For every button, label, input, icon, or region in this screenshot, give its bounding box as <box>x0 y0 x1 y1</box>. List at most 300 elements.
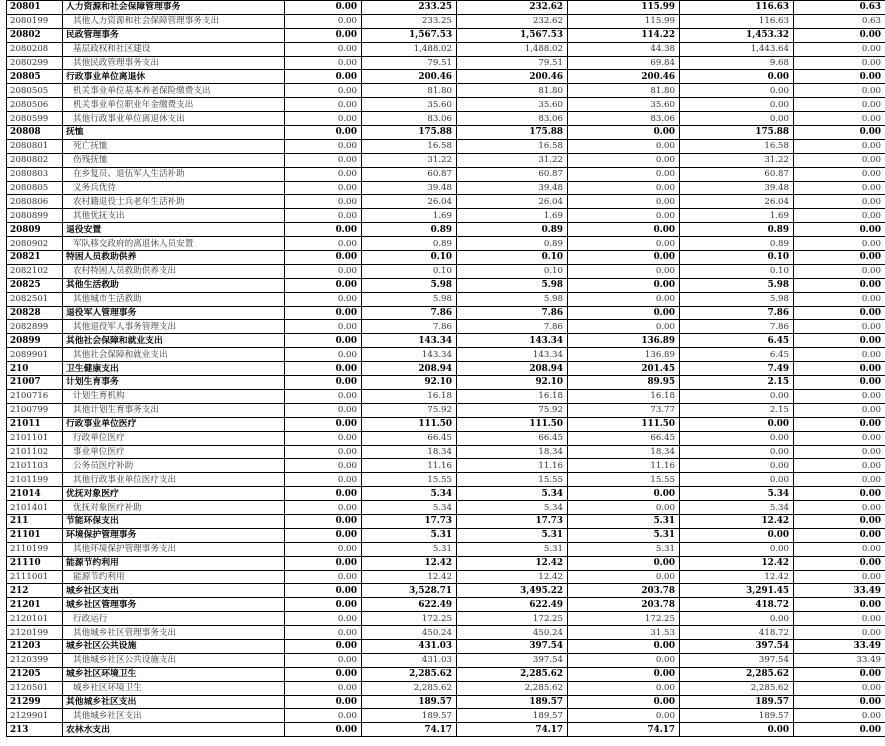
code-cell: 21014 <box>7 487 63 501</box>
code-cell: 20808 <box>7 126 63 140</box>
project-expenditure-cell: 1,443.64 <box>680 42 794 56</box>
total-cell: 31.22 <box>362 153 457 167</box>
total-cell: 5.31 <box>362 528 457 542</box>
category-row <box>7 528 885 542</box>
carryover-cell: 0.00 <box>285 98 362 112</box>
subtotal-cell: 1,488.02 <box>457 42 568 56</box>
total-cell: 3,528.71 <box>362 584 457 598</box>
project-expenditure-cell: 0.00 <box>680 431 794 445</box>
subtotal-cell: 83.06 <box>457 112 568 126</box>
basic-expenditure-cell: 203.78 <box>568 598 680 612</box>
other-cell: 0.00 <box>794 112 885 126</box>
other-cell: 0.00 <box>794 389 885 403</box>
item-name-cell: 城乡社区支出 <box>63 584 285 598</box>
item-name-cell: 其他城乡社区管理事务支出 <box>63 626 285 640</box>
detail-row <box>7 153 885 167</box>
total-cell: 12.42 <box>362 556 457 570</box>
project-expenditure-cell: 5.34 <box>680 501 794 515</box>
project-expenditure-cell: 397.54 <box>680 653 794 667</box>
detail-row <box>7 112 885 126</box>
basic-expenditure-cell: 0.00 <box>568 167 680 181</box>
subtotal-cell: 189.57 <box>457 695 568 709</box>
detail-row <box>7 445 885 459</box>
other-cell: 33.49 <box>794 584 885 598</box>
subtotal-cell: 622.49 <box>457 598 568 612</box>
total-cell: 12.42 <box>362 570 457 584</box>
subtotal-cell: 31.22 <box>457 153 568 167</box>
code-cell: 2110199 <box>7 542 63 556</box>
subtotal-cell: 5.34 <box>457 487 568 501</box>
item-name-cell: 其他城乡社区支出 <box>63 695 285 709</box>
total-cell: 5.98 <box>362 292 457 306</box>
basic-expenditure-cell: 0.00 <box>568 709 680 723</box>
total-cell: 450.24 <box>362 626 457 640</box>
subtotal-cell: 3,495.22 <box>457 584 568 598</box>
basic-expenditure-cell: 5.31 <box>568 528 680 542</box>
code-cell: 2080199 <box>7 14 63 28</box>
project-expenditure-cell: 189.57 <box>680 695 794 709</box>
code-cell: 21203 <box>7 639 63 653</box>
item-name-cell: 其他退役军人事务管理支出 <box>63 320 285 334</box>
other-cell: 0.00 <box>794 348 885 362</box>
basic-expenditure-cell: 66.45 <box>568 431 680 445</box>
total-cell: 79.51 <box>362 56 457 70</box>
subtotal-cell: 0.10 <box>457 251 568 265</box>
category-row <box>7 362 885 376</box>
detail-row <box>7 98 885 112</box>
other-cell: 0.00 <box>794 237 885 251</box>
subtotal-cell: 232.62 <box>457 1 568 15</box>
subtotal-cell: 5.31 <box>457 528 568 542</box>
other-cell: 0.00 <box>794 487 885 501</box>
category-row <box>7 278 885 292</box>
project-expenditure-cell: 2.15 <box>680 376 794 390</box>
total-cell: 189.57 <box>362 709 457 723</box>
project-expenditure-cell: 12.42 <box>680 570 794 584</box>
total-cell: 200.46 <box>362 70 457 84</box>
other-cell: 0.00 <box>794 264 885 278</box>
code-cell: 20825 <box>7 278 63 292</box>
category-row <box>7 584 885 598</box>
total-cell: 5.34 <box>362 501 457 515</box>
project-expenditure-cell: 0.00 <box>680 98 794 112</box>
item-name-cell: 能源节约利用 <box>63 570 285 584</box>
subtotal-cell: 111.50 <box>457 417 568 431</box>
project-expenditure-cell: 0.00 <box>680 528 794 542</box>
total-cell: 0.10 <box>362 251 457 265</box>
project-expenditure-cell: 0.00 <box>680 84 794 98</box>
code-cell: 2080803 <box>7 167 63 181</box>
item-name-cell: 事业单位医疗 <box>63 445 285 459</box>
project-expenditure-cell: 0.89 <box>680 223 794 237</box>
code-cell: 2080506 <box>7 98 63 112</box>
basic-expenditure-cell: 136.89 <box>568 348 680 362</box>
total-cell: 5.34 <box>362 487 457 501</box>
item-name-cell: 卫生健康支出 <box>63 362 285 376</box>
other-cell: 33.49 <box>794 639 885 653</box>
project-expenditure-cell: 397.54 <box>680 639 794 653</box>
project-expenditure-cell: 60.87 <box>680 167 794 181</box>
subtotal-cell: 92.10 <box>457 376 568 390</box>
item-name-cell: 其他生活救助 <box>63 278 285 292</box>
project-expenditure-cell: 116.63 <box>680 1 794 15</box>
total-cell: 143.34 <box>362 334 457 348</box>
detail-row <box>7 570 885 584</box>
other-cell: 0.00 <box>794 612 885 626</box>
table-body <box>7 1 885 737</box>
subtotal-cell: 208.94 <box>457 362 568 376</box>
subtotal-cell: 0.10 <box>457 264 568 278</box>
subtotal-cell: 79.51 <box>457 56 568 70</box>
item-name-cell: 优抚对象医疗补助 <box>63 501 285 515</box>
other-cell: 0.00 <box>794 251 885 265</box>
subtotal-cell: 66.45 <box>457 431 568 445</box>
project-expenditure-cell: 7.86 <box>680 320 794 334</box>
detail-row <box>7 42 885 56</box>
code-cell: 2080505 <box>7 84 63 98</box>
carryover-cell: 0.00 <box>285 84 362 98</box>
item-name-cell: 计划生育机构 <box>63 389 285 403</box>
carryover-cell: 0.00 <box>285 28 362 42</box>
carryover-cell: 0.00 <box>285 473 362 487</box>
carryover-cell: 0.00 <box>285 501 362 515</box>
code-cell: 20809 <box>7 223 63 237</box>
total-cell: 60.87 <box>362 167 457 181</box>
subtotal-cell: 0.89 <box>457 223 568 237</box>
other-cell: 0.00 <box>794 514 885 528</box>
basic-expenditure-cell: 16.18 <box>568 389 680 403</box>
code-cell: 2120399 <box>7 653 63 667</box>
category-row <box>7 695 885 709</box>
code-cell: 2120199 <box>7 626 63 640</box>
basic-expenditure-cell: 83.06 <box>568 112 680 126</box>
code-cell: 20899 <box>7 334 63 348</box>
total-cell: 16.58 <box>362 139 457 153</box>
item-name-cell: 计划生育事务 <box>63 376 285 390</box>
basic-expenditure-cell: 111.50 <box>568 417 680 431</box>
item-name-cell: 抚恤 <box>63 126 285 140</box>
code-cell: 2120101 <box>7 612 63 626</box>
carryover-cell: 0.00 <box>285 542 362 556</box>
total-cell: 1.69 <box>362 209 457 223</box>
code-cell: 2080599 <box>7 112 63 126</box>
subtotal-cell: 7.86 <box>457 320 568 334</box>
basic-expenditure-cell: 115.99 <box>568 14 680 28</box>
code-cell: 2111001 <box>7 570 63 584</box>
carryover-cell: 0.00 <box>285 126 362 140</box>
code-cell: 2080802 <box>7 153 63 167</box>
total-cell: 233.25 <box>362 1 457 15</box>
other-cell: 0.00 <box>794 542 885 556</box>
subtotal-cell: 35.60 <box>457 98 568 112</box>
item-name-cell: 其他城乡社区支出 <box>63 709 285 723</box>
carryover-cell: 0.00 <box>285 528 362 542</box>
carryover-cell: 0.00 <box>285 56 362 70</box>
total-cell: 208.94 <box>362 362 457 376</box>
carryover-cell: 0.00 <box>285 709 362 723</box>
total-cell: 175.88 <box>362 126 457 140</box>
carryover-cell: 0.00 <box>285 14 362 28</box>
project-expenditure-cell: 0.10 <box>680 251 794 265</box>
detail-row <box>7 320 885 334</box>
code-cell: 21201 <box>7 598 63 612</box>
subtotal-cell: 74.17 <box>457 723 568 737</box>
category-row <box>7 306 885 320</box>
project-expenditure-cell: 2.15 <box>680 403 794 417</box>
detail-row <box>7 709 885 723</box>
carryover-cell: 0.00 <box>285 362 362 376</box>
category-row <box>7 487 885 501</box>
carryover-cell: 0.00 <box>285 514 362 528</box>
basic-expenditure-cell: 0.00 <box>568 501 680 515</box>
project-expenditure-cell: 6.45 <box>680 334 794 348</box>
other-cell: 0.00 <box>794 723 885 737</box>
item-name-cell: 节能环保支出 <box>63 514 285 528</box>
other-cell: 0.00 <box>794 126 885 140</box>
project-expenditure-cell: 1.69 <box>680 209 794 223</box>
code-cell: 2101102 <box>7 445 63 459</box>
carryover-cell: 0.00 <box>285 556 362 570</box>
carryover-cell: 0.00 <box>285 639 362 653</box>
code-cell: 2080805 <box>7 181 63 195</box>
basic-expenditure-cell: 0.00 <box>568 681 680 695</box>
carryover-cell: 0.00 <box>285 667 362 681</box>
code-cell: 2120501 <box>7 681 63 695</box>
code-cell: 2080902 <box>7 237 63 251</box>
item-name-cell: 军队移交政府的离退休人员安置 <box>63 237 285 251</box>
detail-row <box>7 612 885 626</box>
item-name-cell: 其他民政管理事务支出 <box>63 56 285 70</box>
project-expenditure-cell: 12.42 <box>680 514 794 528</box>
subtotal-cell: 232.62 <box>457 14 568 28</box>
carryover-cell: 0.00 <box>285 167 362 181</box>
subtotal-cell: 75.92 <box>457 403 568 417</box>
other-cell: 33.49 <box>794 653 885 667</box>
category-row <box>7 639 885 653</box>
code-cell: 2101199 <box>7 473 63 487</box>
basic-expenditure-cell: 0.00 <box>568 556 680 570</box>
code-cell: 21101 <box>7 528 63 542</box>
carryover-cell: 0.00 <box>285 278 362 292</box>
carryover-cell: 0.00 <box>285 70 362 84</box>
item-name-cell: 城乡社区公共设施 <box>63 639 285 653</box>
basic-expenditure-cell: 31.53 <box>568 626 680 640</box>
item-name-cell: 农林水支出 <box>63 723 285 737</box>
other-cell: 0.00 <box>794 167 885 181</box>
total-cell: 17.73 <box>362 514 457 528</box>
other-cell: 0.00 <box>794 56 885 70</box>
other-cell: 0.00 <box>794 528 885 542</box>
carryover-cell: 0.00 <box>285 584 362 598</box>
basic-expenditure-cell: 0.00 <box>568 223 680 237</box>
other-cell: 0.00 <box>794 681 885 695</box>
subtotal-cell: 5.31 <box>457 542 568 556</box>
detail-row <box>7 681 885 695</box>
carryover-cell: 0.00 <box>285 1 362 15</box>
code-cell: 20821 <box>7 251 63 265</box>
other-cell: 0.00 <box>794 98 885 112</box>
other-cell: 0.00 <box>794 445 885 459</box>
category-row <box>7 723 885 737</box>
basic-expenditure-cell: 15.55 <box>568 473 680 487</box>
carryover-cell: 0.00 <box>285 42 362 56</box>
category-row <box>7 556 885 570</box>
code-cell: 21110 <box>7 556 63 570</box>
code-cell: 2100716 <box>7 389 63 403</box>
item-name-cell: 行政事业单位医疗 <box>63 417 285 431</box>
project-expenditure-cell: 0.00 <box>680 70 794 84</box>
basic-expenditure-cell: 0.00 <box>568 126 680 140</box>
carryover-cell: 0.00 <box>285 653 362 667</box>
carryover-cell: 0.00 <box>285 251 362 265</box>
basic-expenditure-cell: 0.00 <box>568 639 680 653</box>
code-cell: 2100799 <box>7 403 63 417</box>
detail-row <box>7 403 885 417</box>
code-cell: 2080208 <box>7 42 63 56</box>
code-cell: 2080299 <box>7 56 63 70</box>
other-cell: 0.63 <box>794 1 885 15</box>
detail-row <box>7 84 885 98</box>
basic-expenditure-cell: 0.00 <box>568 181 680 195</box>
subtotal-cell: 397.54 <box>457 653 568 667</box>
project-expenditure-cell: 0.00 <box>680 445 794 459</box>
category-row <box>7 223 885 237</box>
subtotal-cell: 11.16 <box>457 459 568 473</box>
project-expenditure-cell: 0.00 <box>680 389 794 403</box>
total-cell: 0.89 <box>362 237 457 251</box>
basic-expenditure-cell: 136.89 <box>568 334 680 348</box>
subtotal-cell: 60.87 <box>457 167 568 181</box>
project-expenditure-cell: 12.42 <box>680 556 794 570</box>
total-cell: 233.25 <box>362 14 457 28</box>
other-cell: 0.00 <box>794 459 885 473</box>
basic-expenditure-cell: 89.95 <box>568 376 680 390</box>
item-name-cell: 其他社会保障和就业支出 <box>63 348 285 362</box>
project-expenditure-cell: 0.89 <box>680 237 794 251</box>
item-name-cell: 其他行政事业单位医疗支出 <box>63 473 285 487</box>
subtotal-cell: 2,285.62 <box>457 681 568 695</box>
basic-expenditure-cell: 0.00 <box>568 139 680 153</box>
code-cell: 20802 <box>7 28 63 42</box>
other-cell: 0.00 <box>794 181 885 195</box>
other-cell: 0.00 <box>794 473 885 487</box>
project-expenditure-cell: 0.00 <box>680 459 794 473</box>
item-name-cell: 其他社会保障和就业支出 <box>63 334 285 348</box>
total-cell: 622.49 <box>362 598 457 612</box>
other-cell: 0.00 <box>794 320 885 334</box>
basic-expenditure-cell: 201.45 <box>568 362 680 376</box>
carryover-cell: 0.00 <box>285 431 362 445</box>
project-expenditure-cell: 189.57 <box>680 709 794 723</box>
detail-row <box>7 501 885 515</box>
detail-row <box>7 431 885 445</box>
other-cell: 0.00 <box>794 556 885 570</box>
basic-expenditure-cell: 0.00 <box>568 653 680 667</box>
item-name-cell: 其他计划生育事务支出 <box>63 403 285 417</box>
carryover-cell: 0.00 <box>285 376 362 390</box>
total-cell: 111.50 <box>362 417 457 431</box>
project-expenditure-cell: 2,285.62 <box>680 667 794 681</box>
item-name-cell: 行政单位医疗 <box>63 431 285 445</box>
basic-expenditure-cell: 35.60 <box>568 98 680 112</box>
detail-row <box>7 264 885 278</box>
carryover-cell: 0.00 <box>285 112 362 126</box>
carryover-cell: 0.00 <box>285 612 362 626</box>
code-cell: 2080806 <box>7 195 63 209</box>
item-name-cell: 其他行政事业单位离退休支出 <box>63 112 285 126</box>
subtotal-cell: 26.04 <box>457 195 568 209</box>
total-cell: 431.03 <box>362 653 457 667</box>
project-expenditure-cell: 1,453.32 <box>680 28 794 42</box>
category-row <box>7 514 885 528</box>
code-cell: 212 <box>7 584 63 598</box>
subtotal-cell: 172.25 <box>457 612 568 626</box>
item-name-cell: 环境保护管理事务 <box>63 528 285 542</box>
project-expenditure-cell: 0.00 <box>680 417 794 431</box>
detail-row <box>7 209 885 223</box>
total-cell: 39.48 <box>362 181 457 195</box>
subtotal-cell: 17.73 <box>457 514 568 528</box>
code-cell: 211 <box>7 514 63 528</box>
category-row <box>7 251 885 265</box>
item-name-cell: 其他城市生活救助 <box>63 292 285 306</box>
category-row <box>7 417 885 431</box>
item-name-cell: 机关事业单位基本养老保险缴费支出 <box>63 84 285 98</box>
other-cell: 0.00 <box>794 417 885 431</box>
item-name-cell: 死亡抚恤 <box>63 139 285 153</box>
subtotal-cell: 200.46 <box>457 70 568 84</box>
code-cell: 2101103 <box>7 459 63 473</box>
total-cell: 0.10 <box>362 264 457 278</box>
total-cell: 143.34 <box>362 348 457 362</box>
category-row <box>7 334 885 348</box>
total-cell: 5.31 <box>362 542 457 556</box>
detail-row <box>7 653 885 667</box>
carryover-cell: 0.00 <box>285 417 362 431</box>
subtotal-cell: 397.54 <box>457 639 568 653</box>
carryover-cell: 0.00 <box>285 209 362 223</box>
basic-expenditure-cell: 5.31 <box>568 542 680 556</box>
basic-expenditure-cell: 11.16 <box>568 459 680 473</box>
subtotal-cell: 450.24 <box>457 626 568 640</box>
subtotal-cell: 15.55 <box>457 473 568 487</box>
other-cell: 0.00 <box>794 403 885 417</box>
category-row <box>7 376 885 390</box>
project-expenditure-cell: 0.00 <box>680 723 794 737</box>
carryover-cell: 0.00 <box>285 195 362 209</box>
project-expenditure-cell: 116.63 <box>680 14 794 28</box>
detail-row <box>7 139 885 153</box>
basic-expenditure-cell: 172.25 <box>568 612 680 626</box>
detail-row <box>7 459 885 473</box>
other-cell: 0.00 <box>794 695 885 709</box>
carryover-cell: 0.00 <box>285 626 362 640</box>
other-cell: 0.63 <box>794 14 885 28</box>
subtotal-cell: 5.34 <box>457 501 568 515</box>
basic-expenditure-cell: 0.00 <box>568 487 680 501</box>
item-name-cell: 城乡社区管理事务 <box>63 598 285 612</box>
code-cell: 2101101 <box>7 431 63 445</box>
other-cell: 0.00 <box>794 292 885 306</box>
item-name-cell: 退役军人管理事务 <box>63 306 285 320</box>
carryover-cell: 0.00 <box>285 403 362 417</box>
total-cell: 35.60 <box>362 98 457 112</box>
basic-expenditure-cell: 73.77 <box>568 403 680 417</box>
detail-row <box>7 181 885 195</box>
basic-expenditure-cell: 0.00 <box>568 195 680 209</box>
subtotal-cell: 16.58 <box>457 139 568 153</box>
project-expenditure-cell: 9.68 <box>680 56 794 70</box>
